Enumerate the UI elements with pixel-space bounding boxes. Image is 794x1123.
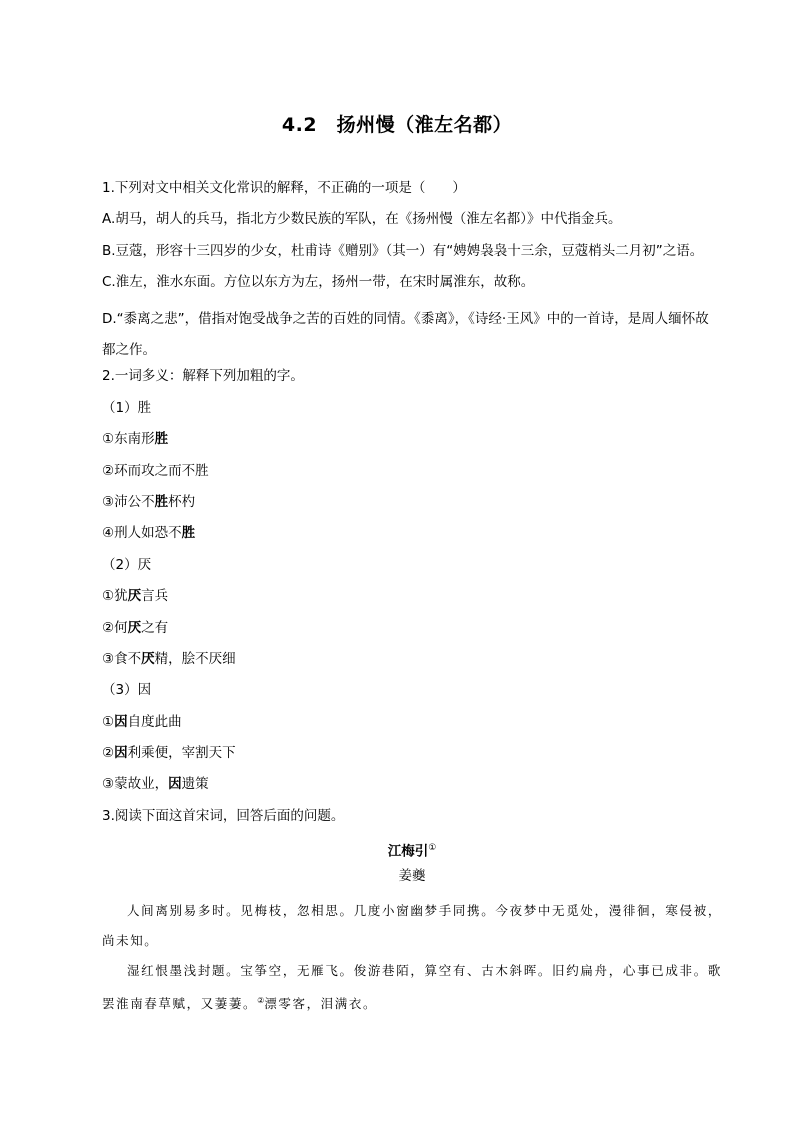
q2-item: ②因利乘便，宰割天下 — [102, 745, 236, 762]
q1-option-a: A.胡马，胡人的兵马，指北方少数民族的军队，在《扬州慢（淮左名都）》中代指金兵。 — [102, 211, 622, 228]
q1-option-b: B.豆蔻，形容十三四岁的少女，杜甫诗《赠别》（其一）有“娉娉袅袅十三余，豆蔻梢头二月初”之语。 — [102, 242, 704, 259]
q2-group-head: （1）胜 — [102, 399, 152, 416]
footnote-marker: ② — [257, 995, 265, 1005]
page-title: 4.2 扬州慢（淮左名都） — [281, 114, 513, 136]
poem-author: 姜夔 — [398, 867, 426, 884]
q2-item: ①犹厌言兵 — [102, 588, 169, 605]
q2-item: ④刑人如恐不胜 — [102, 525, 196, 542]
q2-group-head: （2）厌 — [102, 556, 152, 573]
q2-item: ②何厌之有 — [102, 619, 169, 636]
footnote-marker: ① — [428, 842, 437, 853]
poem-paragraph-2: 湿红恨墨浅封题。宝筝空，无雁飞。俊游巷陌，算空有、古木斜晖。旧约扁舟，心事已成非。歌罢淮南春草赋，又萋萋。②漂零客，泪满衣。 — [102, 962, 722, 1011]
q1-option-d: D.“黍离之悲”，借指对饱受战争之苦的百姓的同情。《黍离》，《诗经·王风》中的一首诗，是周人缅怀故都之作。 — [102, 310, 709, 358]
q1-option-c: C.淮左，淮水东面。方位以东方为左，扬州一带，在宋时属淮东，故称。 — [102, 274, 535, 291]
document-body — [102, 178, 722, 1019]
q3-stem: 3.阅读下面这首宋词，回答后面的问题。 — [102, 807, 345, 824]
q2-item: ②环而攻之而不胜 — [102, 462, 209, 479]
q2-item: ③食不厌精，脍不厌细 — [102, 650, 236, 667]
q2-item: ③蒙故业，因遗策 — [102, 776, 209, 793]
q2-item: ①因自度此曲 — [102, 713, 182, 730]
q2-item: ①东南形胜 — [102, 431, 169, 448]
q1-stem: 1.下列对文中相关文化常识的解释，不正确的一项是（ ） — [102, 180, 466, 196]
poem-title: 江梅引① — [387, 842, 437, 860]
q2-stem: 2.一词多义：解释下列加粗的字。 — [102, 368, 304, 385]
q2-group-head: （3）因 — [102, 682, 152, 699]
q2-item: ③沛公不胜杯杓 — [102, 493, 196, 510]
poem-paragraph-1: 人间离别易多时。见梅枝，忽相思。几度小窗幽梦手同携。今夜梦中无觅处，漫徘徊，寒侵被，尚未知。 — [102, 902, 722, 948]
